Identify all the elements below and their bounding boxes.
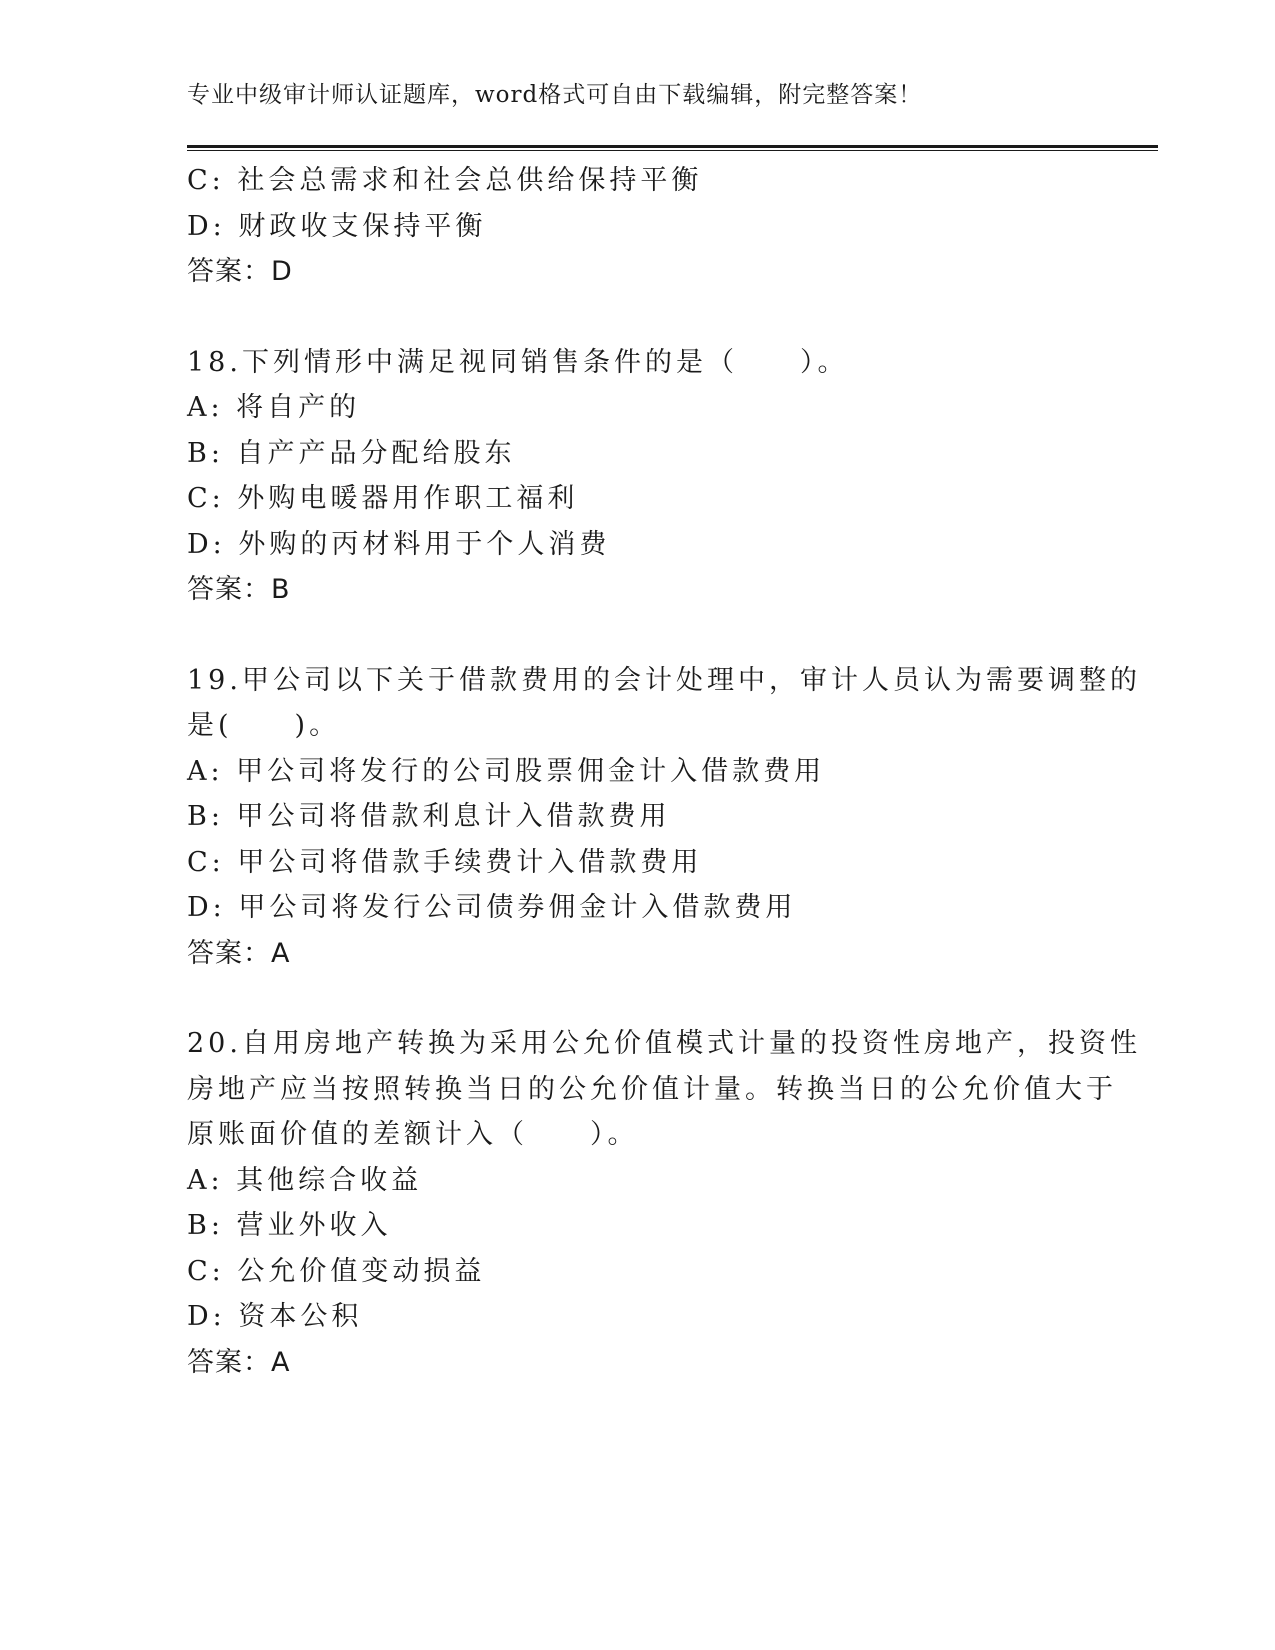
spacer — [187, 613, 1087, 658]
question-19 — [187, 658, 1141, 977]
option-a: A: 甲公司将发行的公司股票佣金计入借款费用 — [187, 755, 826, 787]
question-text: 18.下列情形中满足视同销售条件的是（ ）。 — [187, 346, 849, 378]
header-rule-thick — [187, 145, 1158, 148]
question-content — [187, 158, 1141, 1385]
option-b: B: 营业外收入 — [187, 1210, 392, 1241]
header-rule-thin — [187, 150, 1158, 151]
option-c: C: 甲公司将借款手续费计入借款费用 — [187, 846, 703, 878]
question-text-line-2: 房地产应当按照转换当日的公允价值计量。转换当日的公允价值大于 — [187, 1073, 1117, 1105]
question-17-tail — [187, 158, 1087, 295]
option-a: A: 将自产的 — [187, 392, 361, 423]
option-d: D: 资本公积 — [187, 1301, 363, 1332]
question-text-line-1: 20.自用房地产转换为采用公允价值模式计量的投资性房地产，投资性 — [187, 1028, 1141, 1059]
option-d: D: 甲公司将发行公司债券佣金计入借款费用 — [187, 892, 797, 923]
spacer — [187, 295, 1087, 340]
spacer — [187, 976, 1087, 1021]
option-c: C: 社会总需求和社会总供给保持平衡 — [187, 165, 703, 196]
option-c: C: 外购电暖器用作职工福利 — [187, 483, 579, 514]
option-d: D: 财政收支保持平衡 — [187, 210, 487, 242]
answer: 答案：A — [187, 1346, 291, 1378]
option-b: B: 甲公司将借款利息计入借款费用 — [187, 801, 671, 832]
answer: 答案：A — [187, 937, 291, 969]
option-c: C: 公允价值变动损益 — [187, 1255, 486, 1287]
answer: 答案：B — [187, 574, 291, 605]
question-text-line-2: 是( )。 — [187, 710, 341, 741]
page-header: 专业中级审计师认证题库，word格式可自由下载编辑，附完整答案！ — [187, 82, 923, 108]
question-18 — [187, 340, 1087, 613]
option-a: A: 其他综合收益 — [187, 1164, 423, 1196]
question-text-line-3: 原账面价值的差额计入（ ）。 — [187, 1119, 639, 1150]
question-text-line-1: 19.甲公司以下关于借款费用的会计处理中，审计人员认为需要调整的 — [187, 664, 1141, 696]
option-d: D: 外购的丙材料用于个人消费 — [187, 528, 611, 560]
answer: 答案：D — [187, 256, 293, 287]
question-20 — [187, 1021, 1141, 1385]
option-b: B: 自产产品分配给股东 — [187, 437, 516, 469]
